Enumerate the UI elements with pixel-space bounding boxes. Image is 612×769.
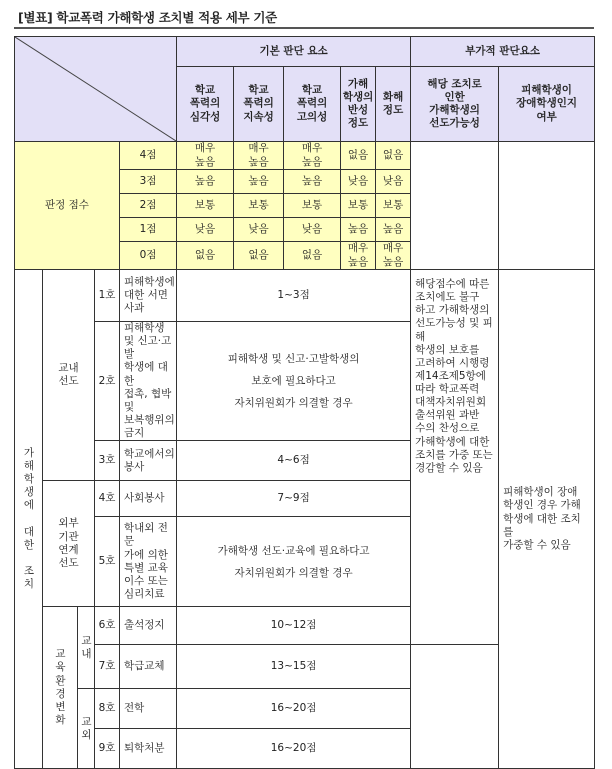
score-level-cell bbox=[341, 218, 376, 242]
env-outside-label bbox=[78, 689, 95, 769]
header-text-line: 여부 bbox=[536, 110, 557, 123]
note-line: 선도가능성 및 피해 bbox=[415, 317, 493, 343]
measure-name-line: 금지 bbox=[124, 427, 145, 439]
group-label-char bbox=[15, 552, 42, 565]
group-label-char: 해 bbox=[23, 460, 34, 472]
measure-score-4: 7~9점 bbox=[177, 481, 411, 517]
measure-name-line: 가에 의한 bbox=[124, 548, 168, 561]
measure-name-line: 봉사 bbox=[124, 460, 145, 473]
header-text-line: 폭력의 bbox=[296, 97, 328, 110]
score-level-text: 높음 bbox=[194, 155, 216, 168]
note-line: 출석위원 과반 bbox=[415, 409, 480, 422]
header-text-line: 정도 bbox=[382, 104, 404, 116]
measure-no-1: 1호 bbox=[95, 270, 120, 322]
measure-name-line: 접촉, 협박 및 bbox=[124, 387, 172, 413]
col-header-reconciliation bbox=[376, 67, 411, 142]
score-level-cell bbox=[376, 194, 411, 218]
measure-name-line: 심리치료 bbox=[124, 587, 165, 600]
basic-factors-header: 기본 판단 요소 bbox=[177, 37, 411, 67]
score-value: 1점 bbox=[120, 218, 177, 242]
measure-name-1 bbox=[120, 270, 177, 322]
corner-diagonal-cell bbox=[15, 37, 177, 142]
category-label-line: 선도 bbox=[58, 556, 79, 569]
note-line: 따라 학교폭력 bbox=[415, 383, 480, 395]
note-line: 학생에 대한 조치를 bbox=[503, 512, 581, 538]
score-level-cell bbox=[177, 142, 234, 170]
score-level-cell bbox=[376, 142, 411, 170]
header-text-line: 가해학생의 bbox=[429, 104, 480, 116]
category-label-char: 교 bbox=[81, 715, 91, 728]
score-level-cell bbox=[234, 242, 284, 270]
outside-agency-label bbox=[43, 481, 95, 607]
score-level-cell bbox=[284, 194, 341, 218]
col-header-severity bbox=[177, 67, 234, 142]
score-level-text: 매우 bbox=[301, 142, 323, 155]
env-change-label bbox=[43, 607, 78, 769]
score-level-text: 낮음 bbox=[382, 174, 404, 187]
measure-name-5 bbox=[120, 517, 177, 607]
header-text-line: 폭력의 bbox=[243, 97, 274, 110]
env-inschool-label bbox=[78, 607, 95, 689]
header-text-line: 지속성 bbox=[243, 110, 274, 123]
measure-name-line: 학생에 대한 bbox=[124, 361, 168, 387]
score-level-text: 높음 bbox=[382, 222, 404, 235]
score-level-text: 없음 bbox=[301, 248, 323, 261]
score-level-text: 매우 bbox=[347, 242, 369, 255]
score-level-cell bbox=[177, 242, 234, 270]
score-level-cell bbox=[234, 218, 284, 242]
measure-name-line: 이수 또는 bbox=[124, 574, 168, 587]
condition-line: 피해학생 및 신고·고발학생의 bbox=[227, 352, 360, 365]
score-level-text: 낮음 bbox=[301, 222, 323, 235]
note-line: 하고 가해학생의 bbox=[415, 304, 490, 317]
score-level-cell bbox=[376, 170, 411, 194]
score-level-text: 높음 bbox=[347, 255, 369, 268]
note-line: 피해학생이 장애 bbox=[503, 486, 578, 499]
note-line: 가해학생에 대한 bbox=[415, 435, 490, 448]
measure-no-8: 8호 bbox=[95, 689, 120, 729]
score-level-text: 높음 bbox=[248, 174, 269, 187]
additional-blank-1 bbox=[411, 142, 499, 270]
header-text-line: 정도 bbox=[347, 117, 369, 130]
condition-line: 자치위원회가 의결할 경우 bbox=[234, 566, 353, 579]
header-text-line: 해당 조치로 bbox=[427, 77, 482, 90]
note-line: 대책자치위원회 bbox=[415, 396, 487, 409]
col-header-remorse bbox=[341, 67, 376, 142]
header-text-line: 선도가능성 bbox=[429, 117, 480, 130]
measure-name-4 bbox=[120, 481, 177, 517]
score-level-text: 높음 bbox=[301, 155, 323, 168]
header-text-line: 피해학생이 bbox=[521, 84, 572, 97]
measure-name-line: 퇴학처분 bbox=[124, 742, 165, 755]
category-label-char: 교 bbox=[55, 648, 65, 661]
disability-note bbox=[499, 270, 595, 769]
header-text-line: 학생의 bbox=[342, 90, 374, 103]
group-label-char: 대 bbox=[23, 525, 34, 538]
score-level-text: 매우 bbox=[248, 142, 269, 155]
measure-name-line: 특별 교육 bbox=[124, 561, 168, 574]
category-label-char: 외 bbox=[81, 728, 91, 741]
group-label-char: 생 bbox=[23, 486, 34, 499]
note-line: 가중할 수 있음 bbox=[503, 538, 571, 551]
measure-name-9 bbox=[120, 729, 177, 769]
score-level-cell bbox=[177, 194, 234, 218]
score-level-text: 없음 bbox=[347, 148, 369, 161]
score-level-cell bbox=[341, 142, 376, 170]
measure-name-line: 학교에서의 bbox=[124, 447, 175, 460]
measure-name-line: 대한 서면 bbox=[124, 288, 168, 301]
score-level-text: 보통 bbox=[248, 198, 269, 211]
group-label-char: 한 bbox=[23, 538, 34, 551]
measure-condition-5 bbox=[177, 517, 411, 607]
score-level-text: 매우 bbox=[382, 242, 404, 255]
measure-name-6 bbox=[120, 607, 177, 645]
header-text-line: 폭력의 bbox=[189, 97, 221, 110]
measure-no-9: 9호 bbox=[95, 729, 120, 769]
col-header-persistence bbox=[234, 67, 284, 142]
measure-name-7 bbox=[120, 645, 177, 689]
measure-score-6: 10~12점 bbox=[177, 607, 411, 645]
score-level-cell bbox=[284, 218, 341, 242]
measure-no-3: 3호 bbox=[95, 441, 120, 481]
measure-name-line: 사회봉사 bbox=[124, 492, 165, 505]
note-line: 수의 찬성으로 bbox=[415, 422, 480, 435]
measure-name-8 bbox=[120, 689, 177, 729]
group-label-char: 가 bbox=[23, 446, 34, 459]
measure-condition-2 bbox=[177, 322, 411, 441]
measure-score-1: 1~3점 bbox=[177, 270, 411, 322]
score-level-text: 높음 bbox=[194, 174, 216, 187]
category-label-char: 화 bbox=[55, 713, 65, 726]
measure-score-8: 16~20점 bbox=[177, 689, 411, 729]
additional-blank-2 bbox=[499, 142, 595, 270]
category-label-line: 교내 bbox=[58, 361, 79, 374]
measure-name-line: 사과 bbox=[124, 302, 145, 315]
header-text-line: 장애학생인지 bbox=[516, 97, 578, 110]
category-label-line: 기관 bbox=[58, 530, 79, 543]
score-level-cell bbox=[234, 194, 284, 218]
header-text-line: 반성 bbox=[347, 104, 369, 116]
measure-score-7: 13~15점 bbox=[177, 645, 411, 689]
note-line: 조치에도 불구 bbox=[415, 291, 480, 304]
score-level-cell bbox=[341, 242, 376, 270]
measure-name-line: 학내외 전문 bbox=[124, 522, 168, 548]
header-text-line: 가해 bbox=[347, 77, 369, 90]
score-level-text: 없음 bbox=[248, 248, 269, 261]
score-level-cell bbox=[376, 242, 411, 270]
score-label: 판정 점수 bbox=[15, 142, 120, 270]
group-label-char: 학 bbox=[23, 473, 34, 486]
measure-name-line: 전학 bbox=[124, 702, 145, 715]
category-label-char: 교 bbox=[81, 634, 91, 647]
score-level-text: 보통 bbox=[301, 198, 323, 211]
score-level-cell bbox=[177, 218, 234, 242]
score-level-cell bbox=[376, 218, 411, 242]
measure-no-5: 5호 bbox=[95, 517, 120, 607]
header-text-line: 학교 bbox=[248, 84, 269, 97]
category-label-char: 변 bbox=[55, 700, 65, 713]
note-line: 학생인 경우 가해 bbox=[503, 499, 581, 512]
score-level-text: 높음 bbox=[382, 255, 404, 268]
score-level-text: 매우 bbox=[194, 142, 216, 155]
measure-score-9: 16~20점 bbox=[177, 729, 411, 769]
note-line: 학생의 보호를 bbox=[415, 343, 480, 356]
header-text-line: 인한 bbox=[444, 90, 465, 103]
condition-line: 자치위원회가 의결할 경우 bbox=[234, 397, 353, 410]
measure-name-line: 보복행위의 bbox=[124, 413, 175, 426]
criteria-table bbox=[14, 36, 595, 769]
score-value: 0점 bbox=[120, 242, 177, 270]
score-value: 4점 bbox=[120, 142, 177, 170]
score-value: 3점 bbox=[120, 170, 177, 194]
score-level-text: 보통 bbox=[382, 198, 404, 211]
guidance-blank bbox=[411, 645, 499, 769]
measures-group-label bbox=[15, 270, 43, 769]
score-level-cell bbox=[284, 170, 341, 194]
score-level-text: 없음 bbox=[382, 148, 404, 161]
score-level-cell bbox=[341, 194, 376, 218]
group-label-char: 조 bbox=[23, 565, 34, 577]
score-value: 2점 bbox=[120, 194, 177, 218]
note-line: 해당점수에 따른 bbox=[415, 278, 490, 290]
score-level-cell bbox=[177, 170, 234, 194]
measure-name-3 bbox=[120, 441, 177, 481]
score-level-text: 보통 bbox=[347, 198, 369, 211]
inschool-guidance-label bbox=[43, 270, 95, 481]
note-line: 조치를 가중 또는 bbox=[415, 448, 493, 461]
measure-no-7: 7호 bbox=[95, 645, 120, 689]
title-divider bbox=[14, 27, 594, 29]
score-level-cell bbox=[341, 170, 376, 194]
score-level-cell bbox=[284, 242, 341, 270]
measure-no-4: 4호 bbox=[95, 481, 120, 517]
score-level-cell bbox=[284, 142, 341, 170]
category-label-char: 경 bbox=[55, 687, 65, 700]
category-label-line: 연계 bbox=[58, 543, 79, 556]
col-header-intent bbox=[284, 67, 341, 142]
condition-line: 보호에 필요하다고 bbox=[251, 375, 336, 388]
measure-name-line: 학급교체 bbox=[124, 660, 165, 673]
header-text-line: 고의성 bbox=[296, 110, 328, 123]
score-level-text: 높음 bbox=[248, 155, 269, 168]
score-level-cell bbox=[234, 142, 284, 170]
document-title: [별표] 학교폭력 가해학생 조치별 적용 세부 기준 bbox=[18, 10, 277, 25]
score-level-text: 높음 bbox=[347, 222, 369, 235]
measure-score-3: 4~6점 bbox=[177, 441, 411, 481]
category-label-char: 환 bbox=[55, 674, 65, 687]
note-line: 제14조제5항에 bbox=[415, 369, 486, 382]
score-level-text: 낮음 bbox=[194, 222, 216, 235]
category-label-char: 육 bbox=[55, 661, 65, 674]
additional-factors-header: 부가적 판단요소 bbox=[411, 37, 595, 67]
col-header-guidance-possibility bbox=[411, 67, 499, 142]
category-label-line: 선도 bbox=[58, 375, 79, 388]
category-label-char: 내 bbox=[81, 647, 91, 660]
header-text-line: 학교 bbox=[301, 84, 323, 97]
group-label-char: 에 bbox=[23, 499, 34, 512]
measure-name-line: 출석정지 bbox=[124, 619, 165, 632]
score-level-text: 없음 bbox=[194, 248, 216, 261]
header-text-line: 학교 bbox=[194, 84, 216, 97]
measure-name-line: 피해학생에 bbox=[124, 275, 175, 288]
group-label-char: 치 bbox=[23, 578, 34, 591]
measure-name-line: 및 신고·고발 bbox=[124, 335, 172, 361]
score-level-text: 낮음 bbox=[347, 174, 369, 187]
col-header-disability bbox=[499, 67, 595, 142]
condition-line: 가해학생 선도·교육에 필요하다고 bbox=[217, 544, 370, 557]
category-label-line: 외부 bbox=[58, 517, 79, 530]
score-level-cell bbox=[234, 170, 284, 194]
note-line: 고려하여 시행령 bbox=[415, 356, 490, 369]
score-level-text: 보통 bbox=[194, 198, 216, 211]
header-text-line: 화해 bbox=[382, 90, 404, 103]
measure-no-2: 2호 bbox=[95, 322, 120, 441]
group-label-char bbox=[15, 513, 42, 526]
measure-name-line: 피해학생 bbox=[124, 322, 165, 334]
measure-no-6: 6호 bbox=[95, 607, 120, 645]
diagonal-line bbox=[15, 37, 176, 141]
note-line: 경감할 수 있음 bbox=[415, 461, 483, 474]
header-text-line: 심각성 bbox=[189, 110, 221, 123]
measure-name-2 bbox=[120, 322, 177, 441]
score-level-text: 높음 bbox=[301, 174, 323, 187]
score-level-text: 낮음 bbox=[248, 222, 269, 235]
guidance-possibility-note bbox=[411, 270, 499, 645]
